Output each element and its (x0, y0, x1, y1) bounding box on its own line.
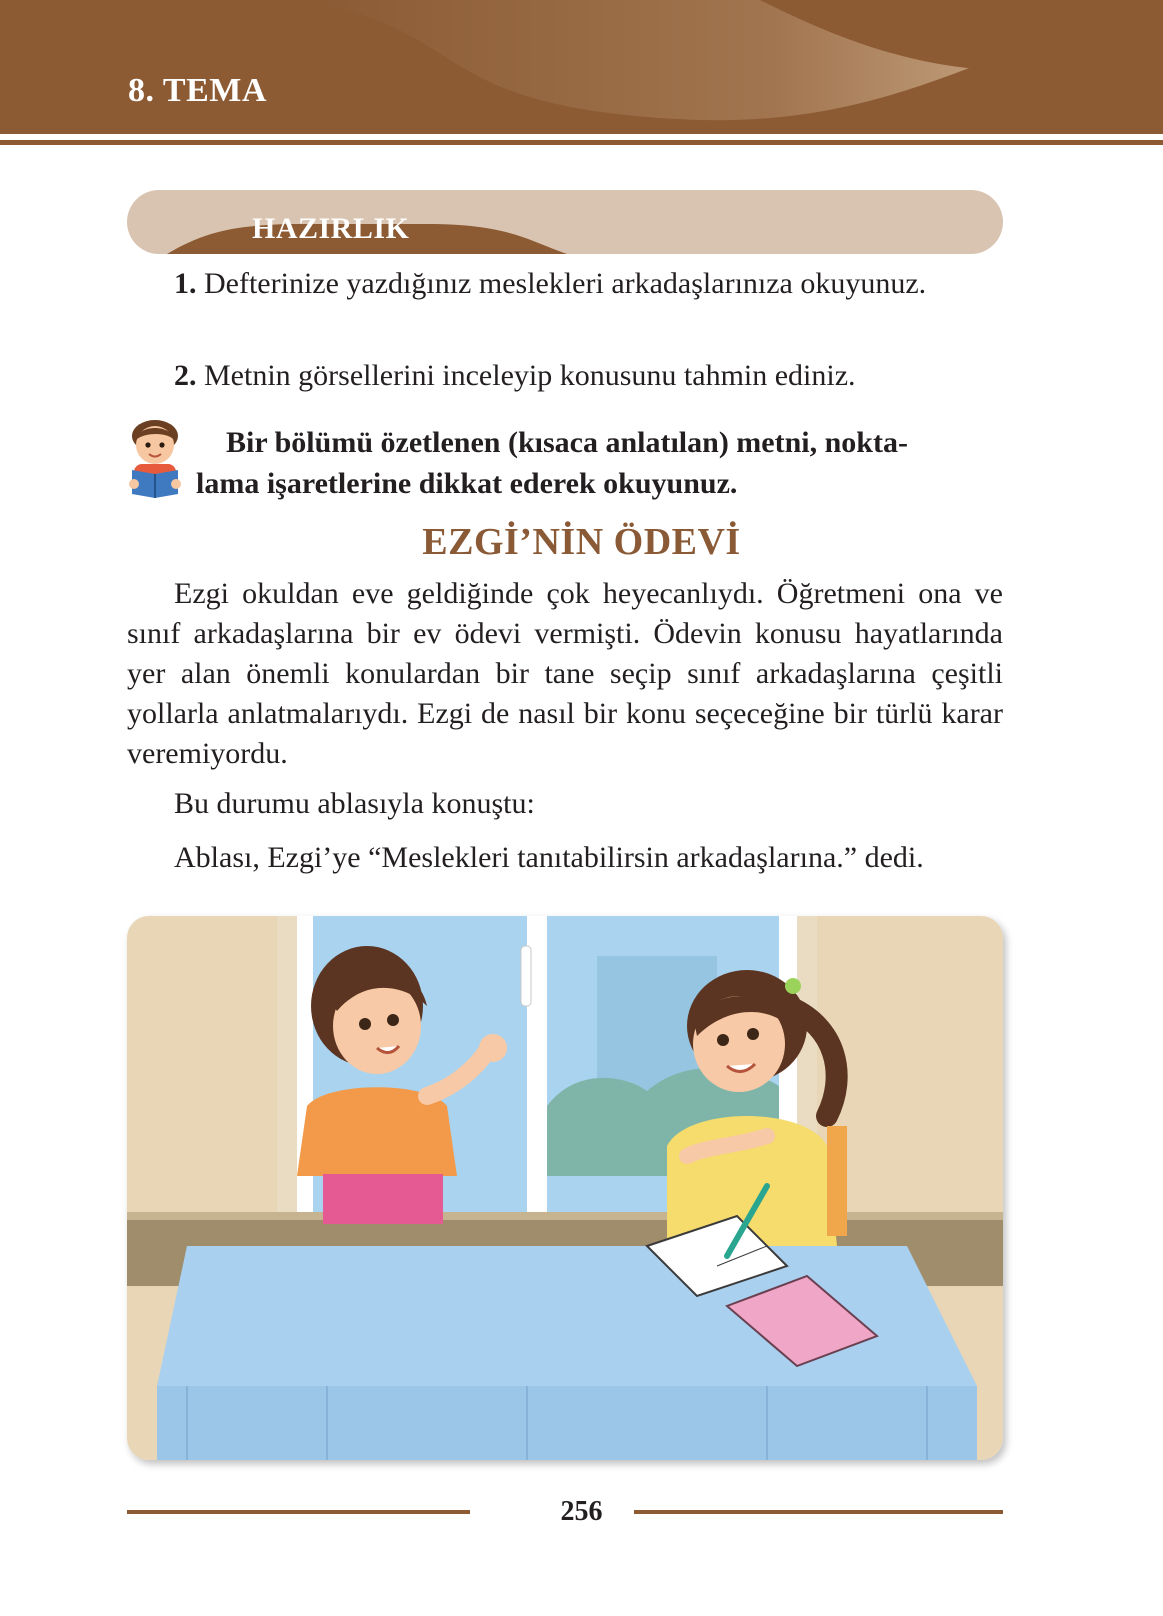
reading-child-icon (124, 418, 190, 498)
story-illustration (127, 916, 1003, 1460)
item-text: Metnin görsellerini inceleyip konusunu tahmin ediniz. (204, 359, 856, 392)
reading-instruction (196, 422, 1003, 504)
preparation-item-2 (127, 356, 1003, 396)
chapter-header-banner (0, 0, 1163, 150)
instruction-line-1: Bir bölümü özetlenen (kısaca anlatılan) metni, nokta- (226, 426, 908, 459)
story-paragraph-3: Ablası, Ezgi’ye “Meslekleri tanıtabilirsin arkadaşlarına.” dedi. (174, 841, 924, 874)
item-number: 1. (174, 267, 197, 300)
preparation-label: HAZIRLIK (252, 212, 410, 245)
story-title: EZGİ’NİN ÖDEVİ (422, 521, 741, 563)
item-text: Defterinize yazdığınız meslekleri arkadaşlarınıza okuyunuz. (204, 267, 927, 300)
instruction-line-2: lama işaretlerine dikkat ederek okuyunuz. (196, 467, 738, 500)
two-girls-at-table-illustration (127, 916, 1003, 1460)
preparation-item-1 (127, 264, 1003, 304)
story-paragraph-1: Ezgi okuldan eve geldiğinde çok heyecanlıydı. Öğretmeni ona ve sınıf arkadaşlarına bir ev ödevi vermişti. Ödevin konusu hayatlarında yer alan önemli konulardan bir tane seçip sınıf arkadaşlarına çeşitli yollarla anlatmalarıydı. Ezgi de nasıl bir konu seçeceğine bir türlü karar veremiyordu. (127, 577, 1003, 770)
theme-label: 8. TEMA (128, 72, 267, 109)
item-number: 2. (174, 359, 197, 392)
story-paragraph-2: Bu durumu ablasıyla konuştu: (174, 787, 535, 820)
page-number: 256 (560, 1496, 603, 1527)
